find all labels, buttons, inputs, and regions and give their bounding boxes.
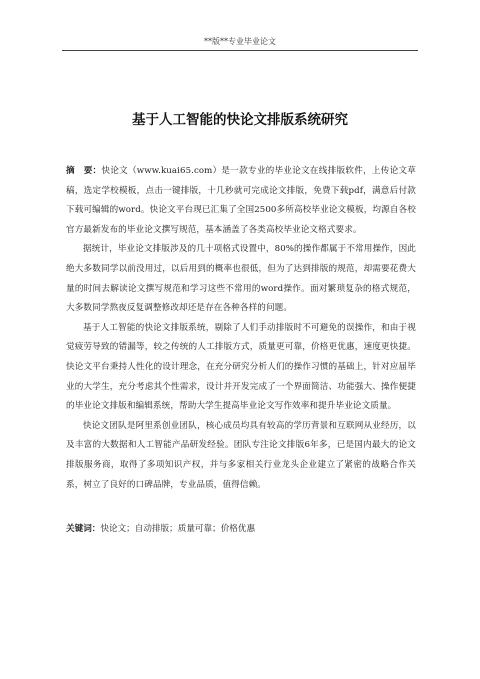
abstract-label: 摘 要： bbox=[66, 166, 102, 176]
paper-title: 基于人工智能的快论文排版系统研究 bbox=[132, 112, 348, 128]
abstract-paragraph-3: 基于人工智能的快论文排版系统，剔除了人们手动排版时不可避免的误操作，和由于视觉疲劳导致的错漏等，较之传统的人工排版方式，质量更可靠，价格更优惠，速度更快捷。快论文平台秉持人性化的设计理念，在充分研究分析人们的操作习惯的基础上，针对应届毕业的大学生，充分考虑其个性需求，设计并开发完成了一个界面简洁、功能强大、操作便捷的毕业论文排版和编辑系统，帮助大学生提高毕业论文写作效率和提升毕业论文质量。 bbox=[66, 322, 416, 412]
abstract-paragraph-4: 快论文团队是阿里系创业团队，核心成员均具有较高的学历背景和互联网从业经历，以及丰富的大数据和人工智能产品研发经验。团队专注论文排版6年多，已是国内最大的论文排版服务商，取得了多项知识产权，并与多家相关行业龙头企业建立了紧密的战略合作关系，树立了良好的口碑品牌，专业品质，值得信赖。 bbox=[66, 420, 416, 490]
running-header: **版**专业毕业论文 bbox=[204, 37, 276, 46]
abstract-section bbox=[66, 162, 416, 495]
keywords-line bbox=[66, 520, 416, 540]
keywords-text: 快论文；自动排版；质量可靠；价格优惠 bbox=[100, 524, 256, 534]
abstract-text-1: 快论文（www.kuai65.com）是一款专业的毕业论文在线排版软件，上传论文草稿，选定学校模板，点击一键排版，十几秒就可完成论文排版，免费下载pdf，满意后付款下载可编辑的word。快论文平台现已汇集了全国2500多所高校毕业论文模板，均源自各校官方最新发布的毕业论文撰写规范，基本涵盖了各类高校毕业论文格式要求。 bbox=[66, 166, 416, 235]
keywords-label: 关键词： bbox=[66, 524, 101, 534]
header-divider bbox=[62, 50, 418, 51]
abstract-paragraph-1 bbox=[66, 162, 416, 240]
abstract-paragraph-2: 据统计，毕业论文排版涉及的几十项格式设置中，80%的操作都属于不常用操作，因此绝大多数同学以前没用过，以后用到的概率也很低，但为了达到排版的规范，却需要花费大量的时间去解读论文撰写规范和学习这些不常用的word操作。面对繁琐复杂的格式规范，大多数同学熬夜反复调整修改却还是存在各种各样的问题。 bbox=[66, 244, 416, 314]
